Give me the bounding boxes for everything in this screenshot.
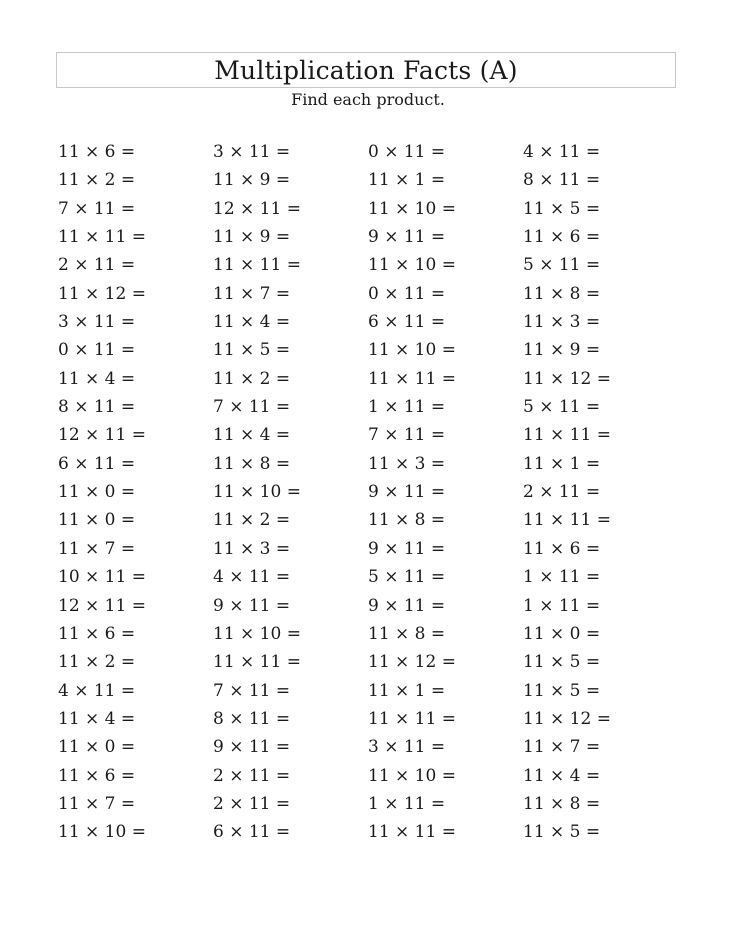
- multiplication-problem: 11 × 11 =: [213, 255, 301, 276]
- multiplication-problem: 0 × 11 =: [368, 283, 446, 304]
- multiplication-problem: 11 × 8 =: [523, 793, 601, 814]
- worksheet-instructions: Find each product.: [291, 90, 445, 109]
- multiplication-problem: 12 × 11 =: [58, 425, 146, 446]
- multiplication-problem: 11 × 2 =: [213, 510, 291, 531]
- multiplication-problem: 11 × 7 =: [58, 793, 136, 814]
- multiplication-problem: 11 × 0 =: [58, 482, 136, 503]
- multiplication-problem: 11 × 10 =: [368, 765, 456, 786]
- multiplication-problem: 11 × 6 =: [523, 538, 601, 559]
- multiplication-problem: 11 × 4 =: [213, 312, 291, 333]
- multiplication-problem: 7 × 11 =: [58, 198, 136, 219]
- multiplication-problem: 6 × 11 =: [58, 453, 136, 474]
- multiplication-problem: 11 × 11 =: [523, 510, 611, 531]
- multiplication-problem: 4 × 11 =: [58, 680, 136, 701]
- multiplication-problem: 11 × 10 =: [368, 340, 456, 361]
- multiplication-problem: 11 × 6 =: [58, 623, 136, 644]
- multiplication-problem: 12 × 11 =: [58, 595, 146, 616]
- multiplication-problem: 11 × 3 =: [368, 453, 446, 474]
- multiplication-problem: 11 × 3 =: [523, 312, 601, 333]
- multiplication-problem: 11 × 0 =: [58, 737, 136, 758]
- multiplication-problem: 11 × 10 =: [213, 482, 301, 503]
- multiplication-problem: 1 × 11 =: [523, 567, 601, 588]
- multiplication-problem: 5 × 11 =: [368, 567, 446, 588]
- problem-column-3: [368, 138, 523, 847]
- multiplication-problem: 11 × 7 =: [58, 538, 136, 559]
- multiplication-problem: 2 × 11 =: [213, 793, 291, 814]
- multiplication-problem: 0 × 11 =: [368, 142, 446, 162]
- multiplication-problem: 9 × 11 =: [368, 595, 446, 616]
- multiplication-problem: 11 × 4 =: [213, 425, 291, 446]
- multiplication-problem: 11 × 1 =: [368, 680, 446, 701]
- multiplication-problem: 9 × 11 =: [213, 595, 291, 616]
- multiplication-problem: 11 × 10 =: [213, 623, 301, 644]
- multiplication-problem: 1 × 11 =: [523, 595, 601, 616]
- multiplication-problem: 11 × 1 =: [523, 453, 601, 474]
- problem-column-4: [523, 138, 678, 847]
- multiplication-problem: 11 × 8 =: [213, 453, 291, 474]
- multiplication-problem: 6 × 11 =: [368, 312, 446, 333]
- multiplication-problem: 9 × 11 =: [368, 538, 446, 559]
- multiplication-problem: 9 × 11 =: [368, 227, 446, 248]
- multiplication-problem: 11 × 10 =: [368, 198, 456, 219]
- multiplication-problem: 11 × 2 =: [58, 170, 136, 191]
- multiplication-problem: 4 × 11 =: [523, 142, 601, 162]
- multiplication-problem: 11 × 9 =: [213, 170, 291, 191]
- multiplication-problem: 8 × 11 =: [523, 170, 601, 191]
- multiplication-problem: 1 × 11 =: [368, 793, 446, 814]
- multiplication-problem: 7 × 11 =: [213, 680, 291, 701]
- multiplication-problem: 11 × 7 =: [523, 737, 601, 758]
- multiplication-problem: 11 × 10 =: [368, 255, 456, 276]
- multiplication-problem: 11 × 11 =: [368, 822, 456, 843]
- multiplication-problem: 11 × 7 =: [213, 283, 291, 304]
- multiplication-problem: 11 × 12 =: [523, 708, 611, 729]
- multiplication-problem: 4 × 11 =: [213, 567, 291, 588]
- multiplication-problem: 11 × 0 =: [58, 510, 136, 531]
- multiplication-problem: 11 × 0 =: [523, 623, 601, 644]
- multiplication-problem: 11 × 5 =: [213, 340, 291, 361]
- problem-column-1: [58, 138, 213, 847]
- multiplication-problem: 2 × 11 =: [58, 255, 136, 276]
- multiplication-problem: 11 × 6 =: [523, 227, 601, 248]
- multiplication-problem: 9 × 11 =: [368, 482, 446, 503]
- multiplication-problem: 11 × 12 =: [58, 283, 146, 304]
- multiplication-problem: 2 × 11 =: [213, 765, 291, 786]
- multiplication-problem: 11 × 4 =: [58, 708, 136, 729]
- multiplication-problem: 5 × 11 =: [523, 397, 601, 418]
- multiplication-problem: 11 × 6 =: [58, 142, 136, 162]
- multiplication-problem: 11 × 5 =: [523, 680, 601, 701]
- multiplication-problem: 11 × 8 =: [523, 283, 601, 304]
- multiplication-problem: 3 × 11 =: [213, 142, 291, 162]
- multiplication-problem: 11 × 11 =: [58, 227, 146, 248]
- multiplication-problem: 9 × 11 =: [213, 737, 291, 758]
- problem-column-2: [213, 138, 368, 847]
- multiplication-problem: 2 × 11 =: [523, 482, 601, 503]
- multiplication-problem: 11 × 1 =: [368, 170, 446, 191]
- problem-grid: [58, 138, 678, 847]
- multiplication-problem: 11 × 6 =: [58, 765, 136, 786]
- multiplication-problem: 11 × 5 =: [523, 652, 601, 673]
- worksheet-title: Multiplication Facts (A): [214, 55, 518, 85]
- multiplication-problem: 11 × 11 =: [523, 425, 611, 446]
- multiplication-problem: 0 × 11 =: [58, 340, 136, 361]
- multiplication-problem: 11 × 8 =: [368, 510, 446, 531]
- multiplication-problem: 12 × 11 =: [213, 198, 301, 219]
- multiplication-problem: 11 × 5 =: [523, 198, 601, 219]
- multiplication-problem: 1 × 11 =: [368, 397, 446, 418]
- multiplication-problem: 11 × 8 =: [368, 623, 446, 644]
- multiplication-problem: 6 × 11 =: [213, 822, 291, 843]
- multiplication-problem: 3 × 11 =: [368, 737, 446, 758]
- multiplication-problem: 11 × 12 =: [368, 652, 456, 673]
- multiplication-problem: 11 × 11 =: [368, 708, 456, 729]
- multiplication-problem: 11 × 5 =: [523, 822, 601, 843]
- multiplication-problem: 11 × 2 =: [58, 652, 136, 673]
- multiplication-problem: 7 × 11 =: [368, 425, 446, 446]
- multiplication-problem: 5 × 11 =: [523, 255, 601, 276]
- multiplication-problem: 11 × 9 =: [523, 340, 601, 361]
- multiplication-problem: 11 × 3 =: [213, 538, 291, 559]
- multiplication-problem: 10 × 11 =: [58, 567, 146, 588]
- multiplication-problem: 8 × 11 =: [213, 708, 291, 729]
- multiplication-problem: 11 × 11 =: [213, 652, 301, 673]
- multiplication-problem: 7 × 11 =: [213, 397, 291, 418]
- multiplication-problem: 11 × 4 =: [523, 765, 601, 786]
- multiplication-problem: 8 × 11 =: [58, 397, 136, 418]
- multiplication-problem: 3 × 11 =: [58, 312, 136, 333]
- multiplication-problem: 11 × 9 =: [213, 227, 291, 248]
- multiplication-problem: 11 × 4 =: [58, 368, 136, 389]
- multiplication-problem: 11 × 12 =: [523, 368, 611, 389]
- multiplication-problem: 11 × 2 =: [213, 368, 291, 389]
- title-box: [56, 52, 676, 88]
- multiplication-problem: 11 × 10 =: [58, 822, 146, 843]
- multiplication-problem: 11 × 11 =: [368, 368, 456, 389]
